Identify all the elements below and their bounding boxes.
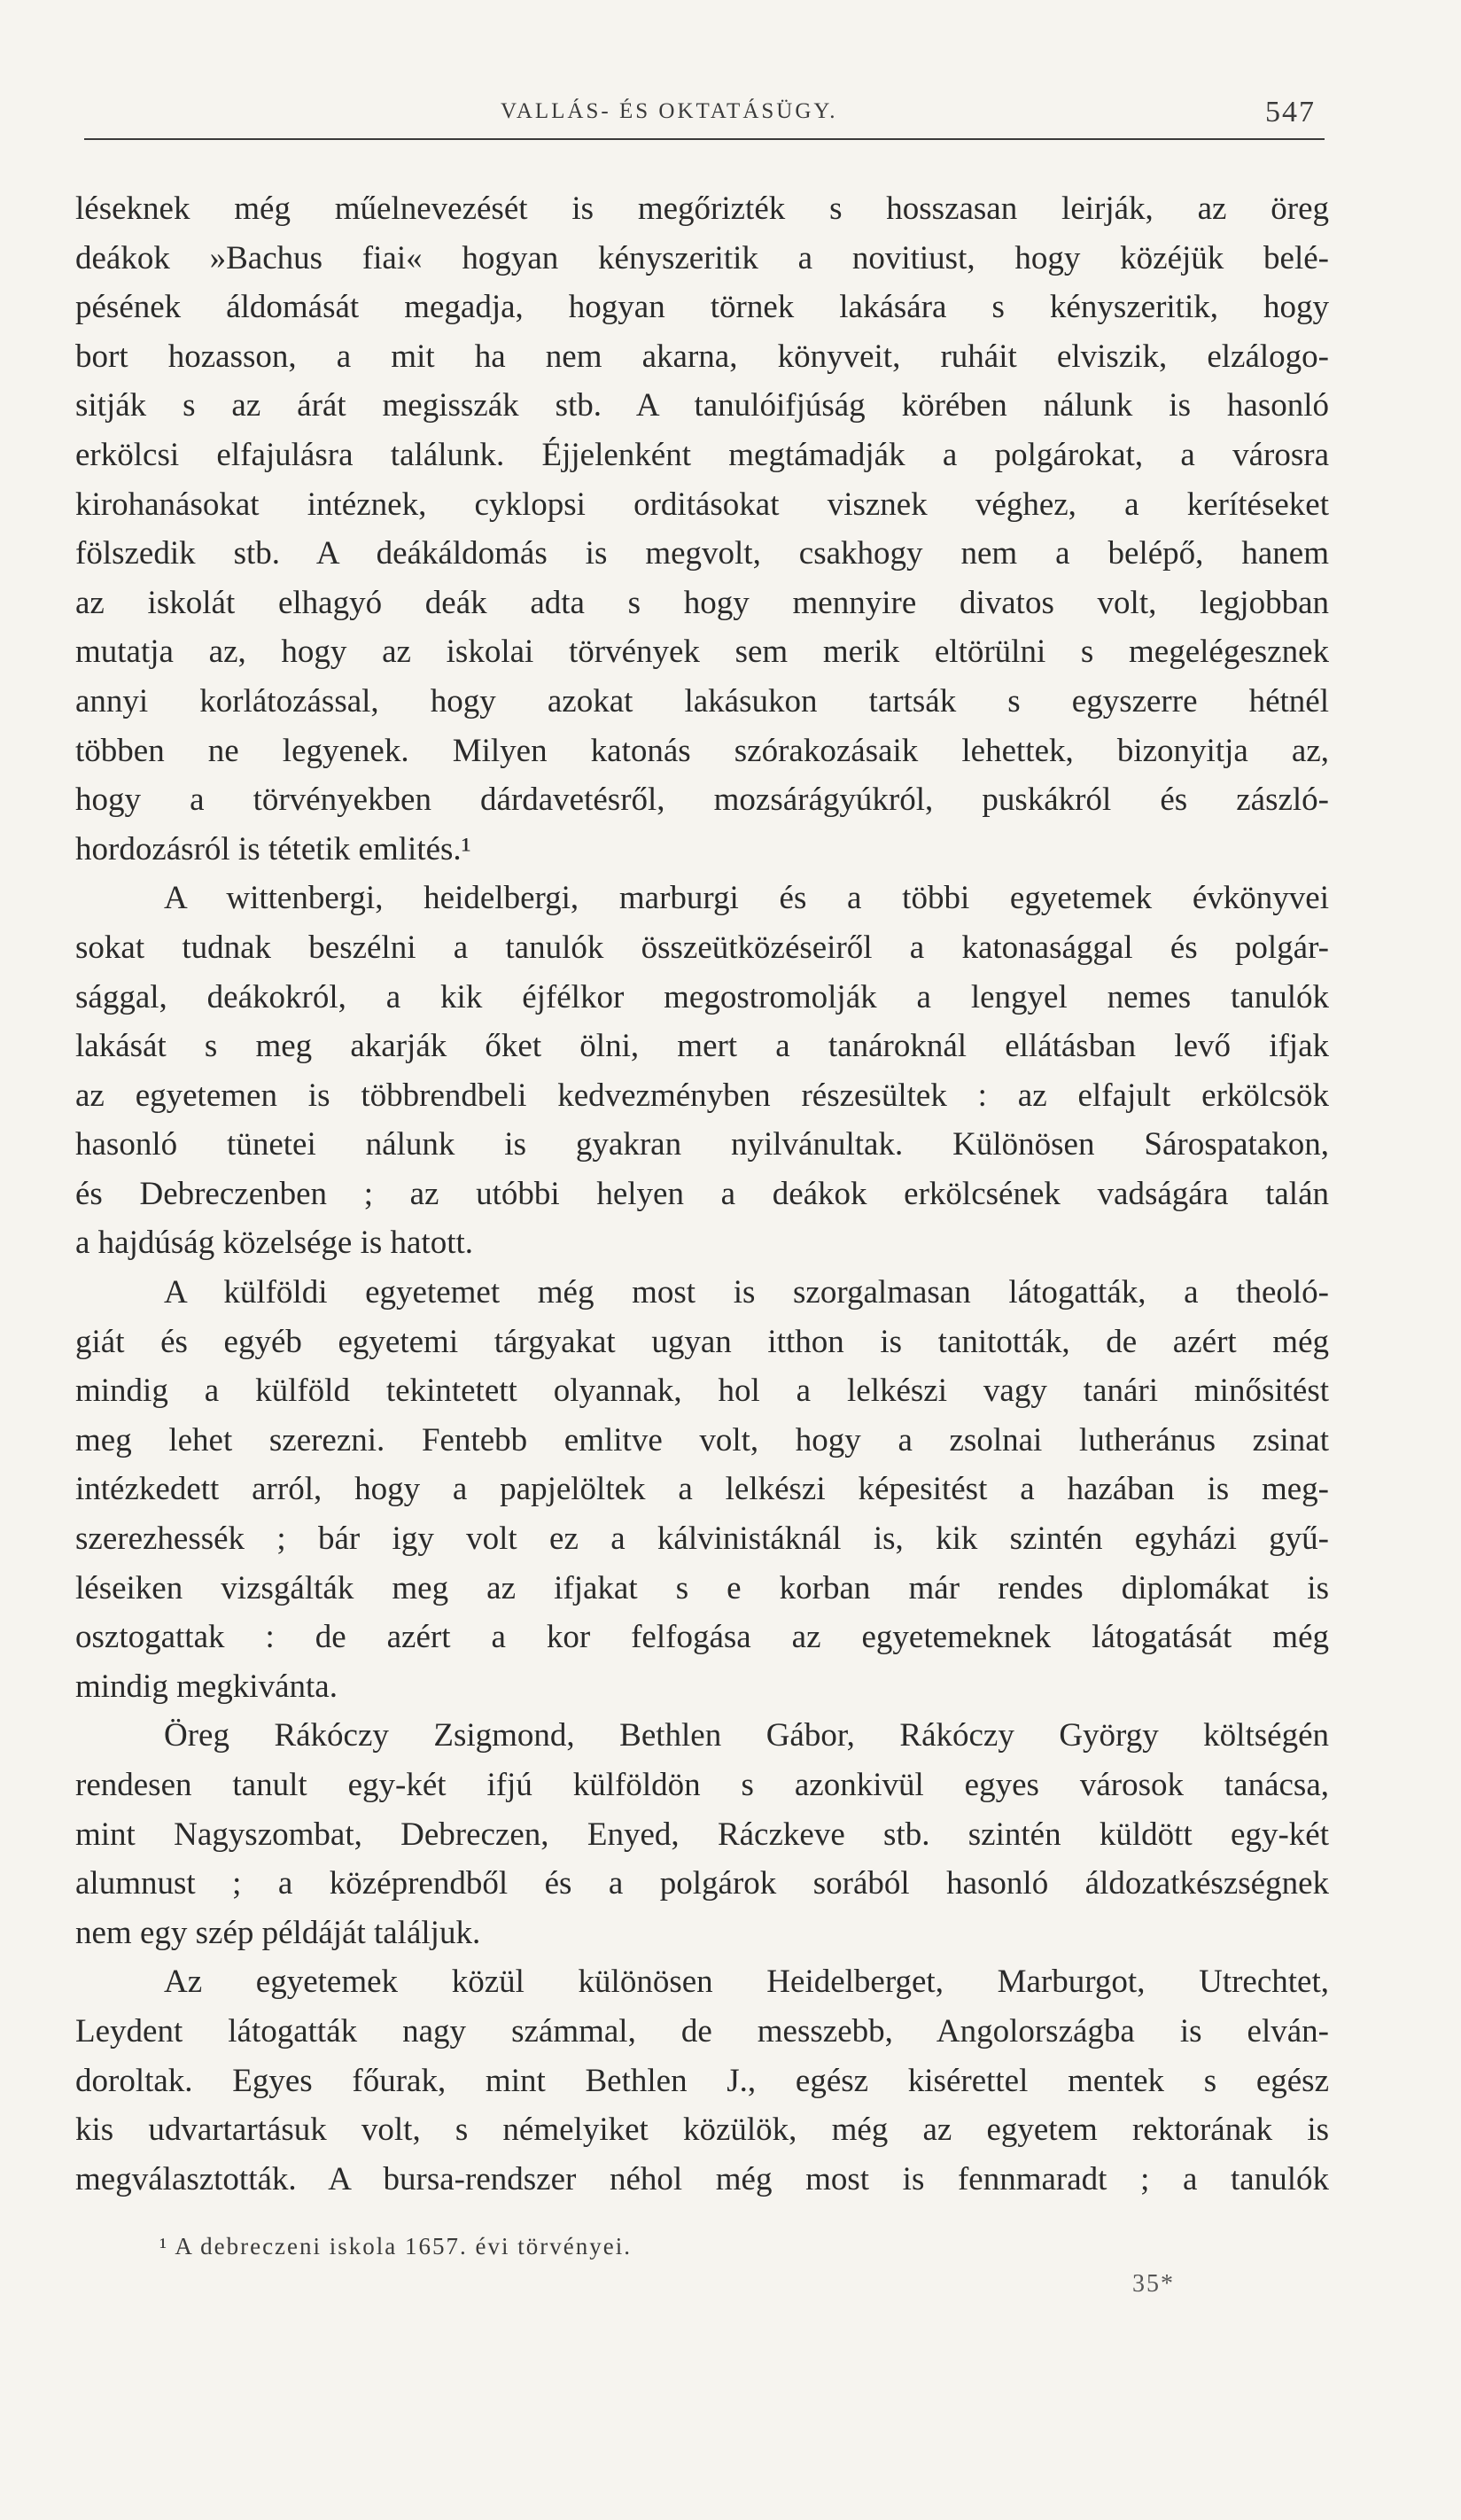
- text-line: mindig megkivánta.: [75, 1668, 338, 1705]
- text-line: meg lehet szerezni. Fentebb emlitve volt, hogy a zsolnai lutheránus zsinat: [75, 1421, 1329, 1458]
- text-line: léseknek még műelnevezését is megőrizték s hosszasan leirják, az öreg: [75, 191, 1329, 227]
- text-line: az egyetemen is többrendbeli kedvezményben részesültek : az elfajult erkölcsök: [75, 1077, 1329, 1114]
- text-line: többen ne legyenek. Milyen katonás szórakozásaik lehettek, bizonyitja az,: [75, 732, 1329, 769]
- header-rule: [84, 138, 1325, 140]
- text-line: és Debreczenben ; az utóbbi helyen a deákok erkölcsének vadságára talán: [75, 1175, 1329, 1212]
- text-line: kis udvartartásuk volt, s némelyiket közülök, még az egyetem rektorának is: [75, 2112, 1329, 2149]
- text-line: nem egy szép példáját találjuk.: [75, 1914, 481, 1951]
- text-line: bort hozasson, a mit ha nem akarna, könyveit, ruháit elviszik, elzálogo-: [75, 338, 1329, 375]
- text-line: A külföldi egyetemet még most is szorgalmasan látogatták, a theoló-: [164, 1274, 1329, 1311]
- text-line: Öreg Rákóczy Zsigmond, Bethlen Gábor, Rákóczy György költségén: [164, 1717, 1329, 1754]
- text-line: mindig a külföld tekintetett olyannak, hol a lelkészi vagy tanári minősitést: [75, 1373, 1329, 1410]
- text-line: sággal, deákokról, a kik éjfélkor megostromolják a lengyel nemes tanulók: [75, 978, 1329, 1015]
- text-line: megválasztották. A bursa-rendszer néhol még most is fennmaradt ; a tanulók: [75, 2160, 1329, 2197]
- text-line: sokat tudnak beszélni a tanulók összeütközéseiről a katonasággal és polgár-: [75, 929, 1329, 966]
- running-head: VALLÁS- ÉS OKTATÁSÜGY.: [501, 99, 838, 123]
- text-line: lakását s meg akarják őket ölni, mert a tanároknál ellátásban levő ifjak: [75, 1028, 1329, 1065]
- footnote: ¹ A debreczeni iskola 1657. évi törvényei.: [159, 2233, 632, 2259]
- text-line: osztogattak : de azért a kor felfogása az egyetemeknek látogatását még: [75, 1619, 1329, 1656]
- text-line: sitják s az árát megisszák stb. A tanulóifjúság körében nálunk is hasonló: [75, 387, 1329, 424]
- page-number: 547: [1265, 96, 1316, 128]
- text-line: Az egyetemek közül különösen Heidelberget, Marburgot, Utrechtet,: [164, 1964, 1329, 2001]
- text-line: léseiken vizsgálták meg az ifjakat s e korban már rendes diplomákat is: [75, 1569, 1329, 1606]
- text-line: mint Nagyszombat, Debreczen, Enyed, Ráczkeve stb. szintén küldött egy-két: [75, 1816, 1329, 1853]
- text-line: doroltak. Egyes főurak, mint Bethlen J., egész kisérettel mentek s egész: [75, 2062, 1329, 2099]
- text-line: szerezhessék ; bár igy volt ez a kálvinistáknál is, kik szintén egyházi gyű-: [75, 1521, 1329, 1558]
- text-line: mutatja az, hogy az iskolai törvények sem merik eltörülni s megelégesznek: [75, 634, 1329, 671]
- text-line: kirohanásokat intéznek, cyklopsi orditásokat visznek véghez, a kerítéseket: [75, 486, 1329, 523]
- text-line: annyi korlátozással, hogy azokat lakásukon tartsák s egyszerre hétnél: [75, 682, 1329, 719]
- text-line: Leydent látogatták nagy számmal, de messzebb, Angolországba is elván-: [75, 2012, 1329, 2049]
- page-header: [84, 96, 1325, 144]
- text-line: A wittenbergi, heidelbergi, marburgi és a többi egyetemek évkönyvei: [164, 880, 1329, 917]
- text-line: a hajdúság közelsége is hatott.: [75, 1225, 474, 1262]
- text-line: fölszedik stb. A deákáldomás is megvolt, csakhogy nem a belépő, hanem: [75, 535, 1329, 572]
- printer-signature-mark: 35*: [1132, 2270, 1175, 2298]
- text-line: alumnust ; a középrendből és a polgárok sorából hasonló áldozatkészségnek: [75, 1865, 1329, 1902]
- text-line: rendesen tanult egy-két ifjú külföldön s azonkivül egyes városok tanácsa,: [75, 1767, 1329, 1803]
- text-line: hogy a törvényekben dárdavetésről, mozsárágyúkról, puskákról és zászló-: [75, 782, 1329, 819]
- text-line: erkölcsi elfajulásra találunk. Éjjelenként megtámadják a polgárokat, a városra: [75, 436, 1329, 473]
- text-line: intézkedett arról, hogy a papjelöltek a lelkészi képesitést a hazában is meg-: [75, 1471, 1329, 1508]
- text-line: pésének áldomását megadja, hogyan törnek lakására s kényszeritik, hogy: [75, 289, 1329, 326]
- body-text: [75, 184, 1329, 2204]
- text-line: az iskolát elhagyó deák adta s hogy mennyire divatos volt, legjobban: [75, 584, 1329, 621]
- text-line: hasonló tünetei nálunk is gyakran nyilvánultak. Különösen Sárospatakon,: [75, 1126, 1329, 1163]
- text-line: deákok »Bachus fiai« hogyan kényszeritik a novitiust, hogy közéjük belé-: [75, 239, 1329, 276]
- text-line: hordozásról is tétetik emlités.¹: [75, 830, 471, 867]
- text-line: giát és egyéb egyetemi tárgyakat ugyan itthon is tanitották, de azért még: [75, 1323, 1329, 1360]
